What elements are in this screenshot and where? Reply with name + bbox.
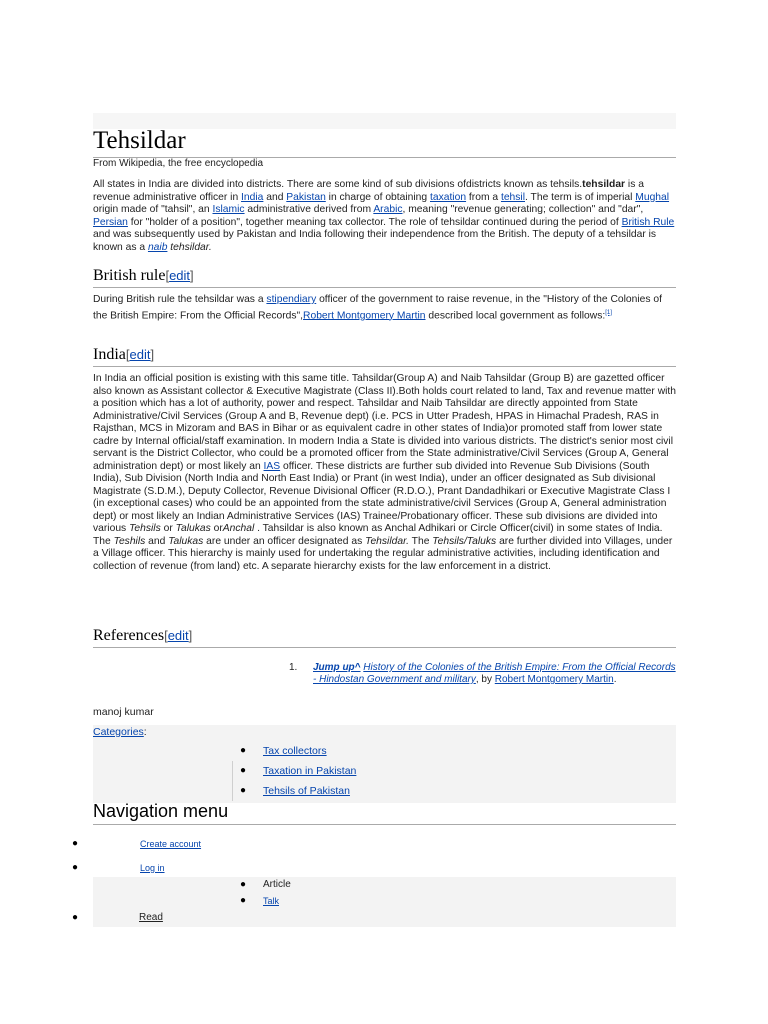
bullet-icon: ● — [240, 895, 247, 906]
intro-text-10: for "holder of a position", together meaning tax collector. The role of tehsildar continued during the period of — [127, 216, 622, 228]
india-text-5: . Tahsildar is also known as Anchal Adhikari or Circle Officer(civil) in some states of India. The — [93, 523, 663, 547]
views-box — [93, 877, 676, 927]
edit-bracket-open: [ — [164, 628, 168, 643]
heading-references-text: References — [93, 627, 165, 644]
reference-author-link[interactable]: Robert Montgomery Martin — [494, 674, 614, 685]
category-tehsils-of-pakistan[interactable]: Tehsils of Pakistan — [263, 785, 350, 797]
india-italic-4: Teshils — [113, 535, 146, 547]
tab-article[interactable]: Article — [263, 879, 291, 890]
india-text-6: and — [145, 535, 169, 547]
link-pakistan[interactable]: Pakistan — [286, 191, 326, 203]
india-text-2: officer. These districts are further sub divided into Revenue Sub Divisions (South India), Sub Division (North India and North East India) or Prant (in west India), under an officer designated as Sub divisional Magistrate (S.D.M.), Deputy Collector, Revenue Divisional Officer (R.D.O.), Prant Dandadhikari or Executive Magistrate Class I (in exceptional cases) who could be an appointed from the state administrative/civil Services (Group A, General administration dept) or most likely an Indian Administrative Services (IAS) Trainee/Probationary officer. These sub divisions are divided into various — [93, 460, 671, 534]
edit-section-british-rule — [165, 268, 193, 283]
india-italic-7: Tehsils/Taluks — [432, 535, 497, 547]
british-text-2: officer of the government to raise revenue, in the "History of the Colonies of the British Empire: From the Official Records", — [93, 294, 662, 321]
link-tehsil[interactable]: tehsil — [500, 191, 526, 203]
intro-text-12: tehsildar. — [167, 241, 212, 253]
india-text-3: or — [160, 523, 176, 534]
india-italic-2: Talukas — [175, 523, 211, 534]
heading-india — [93, 345, 676, 367]
heading-references — [93, 626, 676, 648]
edit-bracket-close: ] — [190, 268, 194, 283]
reference-body — [313, 662, 679, 686]
india-text-9: are further divided into Villages, under a Village officer. This hierarchy is mainly used for undertaking the regular administrative activities, including identification and collection of revenue (from land) etc. A separate hierarchy exists for the law enforcement in a district. — [93, 535, 673, 572]
edit-bracket-open: [ — [165, 268, 170, 283]
india-paragraph — [93, 373, 677, 573]
edit-bracket-close: ] — [150, 347, 155, 362]
bullet-icon: ● — [240, 765, 247, 776]
bullet-icon: ● — [240, 785, 247, 796]
intro-text-9: , meaning "revenue generating; collection" and "dar", — [402, 204, 644, 215]
intro-text-6: . The term is of imperial — [525, 191, 636, 203]
british-text-3: described local government as follows: — [425, 309, 606, 321]
category-separator — [232, 761, 233, 801]
intro-text-4: in charge of obtaining — [325, 191, 430, 203]
categories-colon: : — [143, 726, 147, 738]
british-rule-paragraph — [93, 294, 677, 322]
british-text-1: During British rule the tehsildar was a — [93, 294, 267, 305]
link-british-rule[interactable]: British Rule — [621, 216, 675, 228]
page-title: Tehsildar — [93, 126, 676, 158]
navigation-menu-heading: Navigation menu — [93, 800, 676, 825]
citation-1[interactable]: [1] — [605, 309, 612, 316]
categories-link[interactable]: Categories — [93, 726, 144, 738]
link-naib[interactable]: naib — [147, 241, 168, 253]
link-robert-martin[interactable]: Robert Montgomery Martin — [303, 309, 426, 321]
bullet-icon: ● — [72, 912, 79, 923]
bullet-icon: ● — [240, 879, 247, 890]
intro-text-3: and — [263, 191, 287, 203]
edit-section-references — [164, 628, 192, 643]
link-stipendiary[interactable]: stipendiary — [266, 294, 317, 305]
signature-text: manoj kumar — [93, 706, 154, 718]
intro-text-7: origin made of "tahsil", an — [93, 204, 213, 215]
categories-label — [93, 726, 147, 738]
categories-box — [93, 725, 676, 803]
india-italic-3: Anchal — [222, 523, 255, 534]
link-islamic[interactable]: Islamic — [212, 204, 245, 215]
heading-british-rule-text: British rule — [93, 267, 166, 284]
india-text-4: or — [210, 523, 223, 534]
intro-bold-term: tehsildar — [582, 179, 626, 190]
link-mughal[interactable]: Mughal — [635, 191, 670, 203]
india-text-8: The — [409, 535, 433, 547]
edit-bracket-open: [ — [125, 347, 130, 362]
link-india[interactable]: India — [241, 191, 264, 203]
india-text-7: are under an officer designated as — [203, 535, 366, 547]
heading-british-rule — [93, 266, 676, 288]
india-italic-1: Tehsils — [129, 523, 161, 534]
site-tagline: From Wikipedia, the free encyclopedia — [93, 158, 264, 169]
category-taxation-in-pakistan[interactable]: Taxation in Pakistan — [263, 765, 357, 777]
india-italic-5: Talukas — [168, 535, 204, 547]
heading-india-text: India — [93, 346, 126, 363]
bullet-icon: ● — [72, 838, 79, 849]
india-text-1: In India an official position is existing with this same title. Tahsildar(Group A) and Naib Tahsildar (Group B) are gazetted officer also known as Assistant collector & Executive Magistrate (Class II).Both holds court related to land, Tax and revenue matter with a position which has a lot of authority, power and respect. Tahsildar and Naib Tahsildar are directly appointed from State Administrative/Civil Services (Group A and B, Revenue dept) (i.e. PCS in Utter Pradesh, HPAS in Himachal Pradesh, RAS in Rajsthan, MCS in Mizoram and BAS in Bihar or as equivalent cadre in other states of India)or promoted staff from lower state cadre by Internal official/staff examination. In modern India a State is divided into various districts. The district's senior most civil servant is the District Collector, who could be a promoted officer from the State administrative/Civil Services (Group A, General administration dept) or most likely an — [93, 373, 677, 472]
reference-jump-up-link[interactable]: Jump up^ — [313, 662, 361, 673]
create-account-link[interactable]: Create account — [140, 839, 202, 849]
reference-number: 1. — [289, 662, 298, 673]
edit-section-india — [126, 347, 154, 362]
reference-by: , by — [475, 674, 495, 685]
view-read[interactable]: Read — [139, 912, 163, 923]
link-persian[interactable]: Persian — [93, 216, 128, 228]
edit-link-india[interactable]: edit — [129, 347, 151, 362]
bullet-icon: ● — [240, 745, 247, 756]
category-tax-collectors[interactable]: Tax collectors — [263, 745, 327, 757]
edit-bracket-close: ] — [188, 628, 193, 643]
link-ias[interactable]: IAS — [263, 460, 281, 472]
intro-text-5: from a — [466, 191, 501, 203]
reference-end: . — [613, 674, 617, 685]
india-italic-6: Tehsildar. — [365, 535, 409, 547]
link-arabic[interactable]: Arabic — [373, 204, 403, 215]
edit-link-references[interactable]: edit — [167, 628, 189, 643]
tab-talk[interactable]: Talk — [263, 896, 280, 906]
reference-title-link[interactable]: History of the Colonies of the British Empire: From the Official Records - Hindostan Government and military — [313, 662, 676, 685]
link-taxation[interactable]: taxation — [429, 191, 467, 203]
intro-text-2: is a revenue administrative officer in — [93, 179, 644, 203]
log-in-link[interactable]: Log in — [140, 863, 165, 873]
bullet-icon: ● — [72, 862, 79, 873]
intro-text-11: and was subsequently used by Pakistan and India following their independence from the British. The deputy of a tehsildar is known as a — [93, 229, 657, 253]
intro-text-8: administrative derived from — [244, 204, 374, 215]
edit-link-british-rule[interactable]: edit — [169, 268, 191, 283]
intro-text-1: All states in India are divided into districts. There are some kind of sub divisions ofdistricts known as tehsils. — [93, 179, 583, 190]
intro-paragraph — [93, 179, 677, 254]
